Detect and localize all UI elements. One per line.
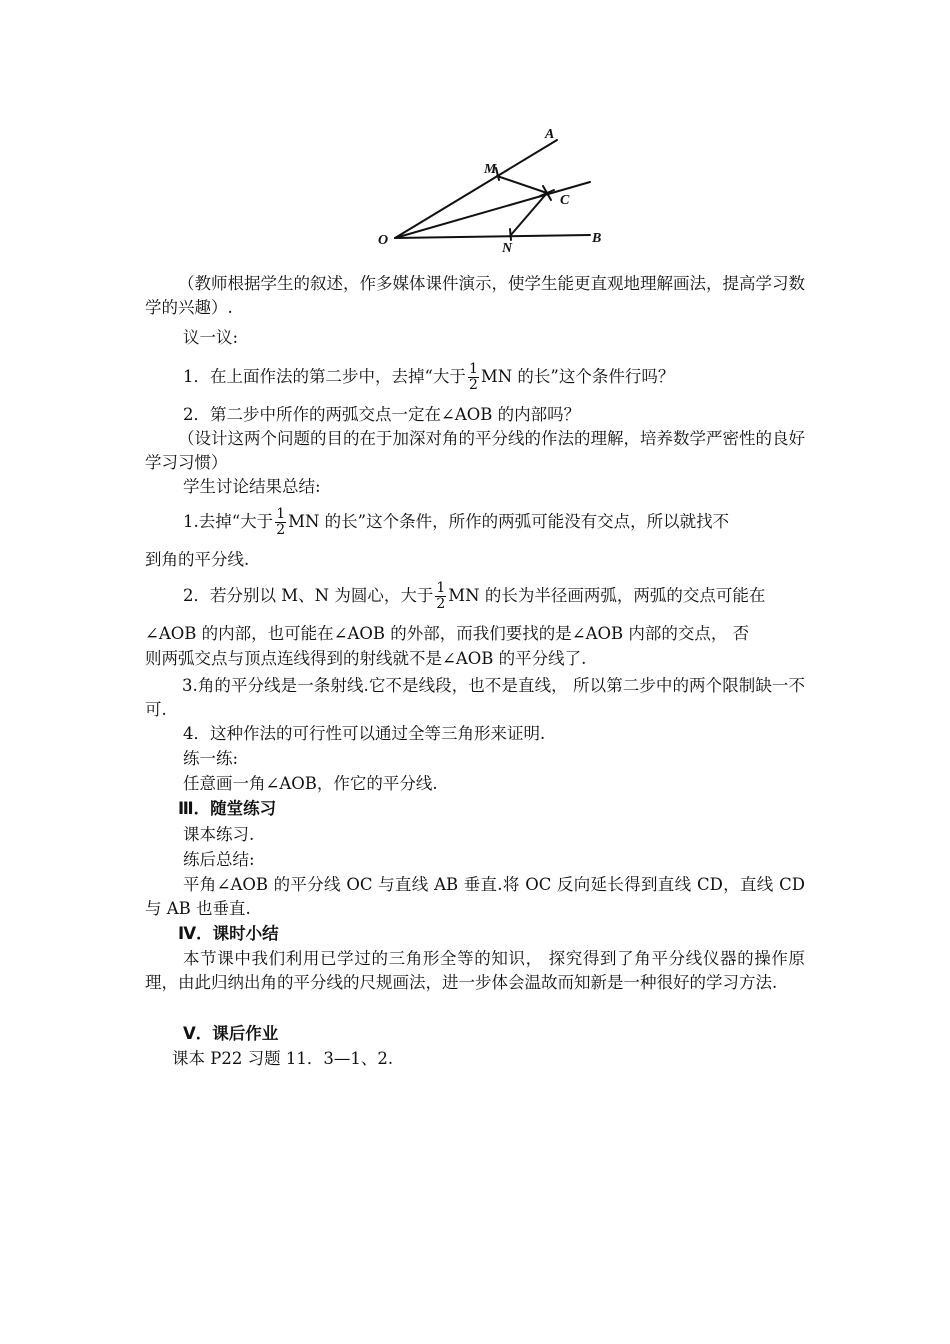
summary-heading: 学生讨论结果总结: [183, 477, 321, 496]
practice-task: 任意画一角∠AOB，作它的平分线. [183, 774, 438, 793]
practice-heading: 练一练: [183, 749, 239, 768]
summary-2-start: 2．若分别以 M、N 为圆心，大于 [183, 586, 434, 605]
ray-oc [395, 182, 590, 238]
question-2: 2．第二步中所作的两弧交点一定在∠AOB 的内部吗？ [183, 405, 581, 424]
label-n: N [502, 241, 513, 256]
section-heading-4: Ⅳ．课时小结 [178, 924, 279, 943]
summary-1 [183, 507, 843, 538]
segment-mc [497, 176, 547, 193]
fraction-half: $\frac{1}{2}$ [436, 580, 446, 612]
angle-bisector-figure [365, 118, 615, 263]
label-a: A [545, 127, 555, 142]
section-heading-5: Ⅴ．课后作业 [183, 1024, 279, 1043]
fraction-half: $\frac{1}{2}$ [468, 361, 478, 393]
discussion-heading: 议一议: [183, 328, 239, 347]
label-o: O [378, 233, 389, 248]
label-b: B [592, 231, 602, 246]
summary-4: 4．这种作法的可行性可以通过全等三角形来证明. [183, 724, 546, 743]
label-m: M [484, 162, 497, 177]
homework: 课本 P22 习题 11．3—1、2. [172, 1049, 394, 1068]
fraction-half: $\frac{1}{2}$ [276, 506, 286, 538]
textbook-practice: 课本练习. [183, 825, 255, 844]
ray-ob [395, 235, 590, 238]
lesson-summary: 本节课中我们利用已学过的三角形全等的知识， 探究得到了角平分线仪器的操作原理，由此归纳出角的平分线的尺规画法，进一步体会温故而知新是一种很好的学习方法. [145, 949, 805, 992]
summary-2 [183, 581, 843, 612]
question-1 [183, 362, 843, 393]
practice-summary: 平角∠AOB 的平分线 OC 与直线 AB 垂直.将 OC 反向延长得到直线 CD，直线 CD 与 AB 也垂直. [145, 875, 805, 918]
arc-mark-n [510, 229, 511, 240]
summary-2-end: MN 的长为半径画两弧，两弧的交点可能在 [448, 586, 766, 605]
summary-2-line-3: 则两弧交点与顶点连线得到的射线就不是∠AOB 的平分线了. [145, 649, 587, 668]
summary-2-line-2: ∠AOB 的内部，也可能在∠AOB 的外部，而我们要找的是∠AOB 内部的交点， 否 [145, 624, 750, 643]
summary-1-start: 1.去掉“大于 [183, 512, 274, 531]
practice-summary-heading: 练后总结: [183, 850, 255, 869]
summary-1-end: MN 的长”这个条件，所作的两弧可能没有交点，所以就找不 [288, 512, 730, 531]
question-1-end: MN 的长”这个条件行吗？ [480, 367, 675, 386]
summary-3: 3.角的平分线是一条射线.它不是线段，也不是直线， 所以第二步中的两个限制缺一不可. [145, 676, 805, 719]
label-c: C [560, 193, 570, 208]
question-1-start: 1．在上面作法的第二步中，去掉“大于 [183, 367, 466, 386]
paragraph-design-purpose: （设计这两个问题的目的在于加深对角的平分线的作法的理解，培养数学严密性的良好学习习惯） [145, 429, 805, 472]
summary-1-continued: 到角的平分线. [145, 550, 250, 569]
paragraph-teacher-note: （教师根据学生的叙述，作多媒体课件演示，使学生能更直观地理解画法，提高学习数学的兴趣）. [145, 274, 805, 317]
section-heading-3: Ⅲ．随堂练习 [178, 799, 277, 818]
